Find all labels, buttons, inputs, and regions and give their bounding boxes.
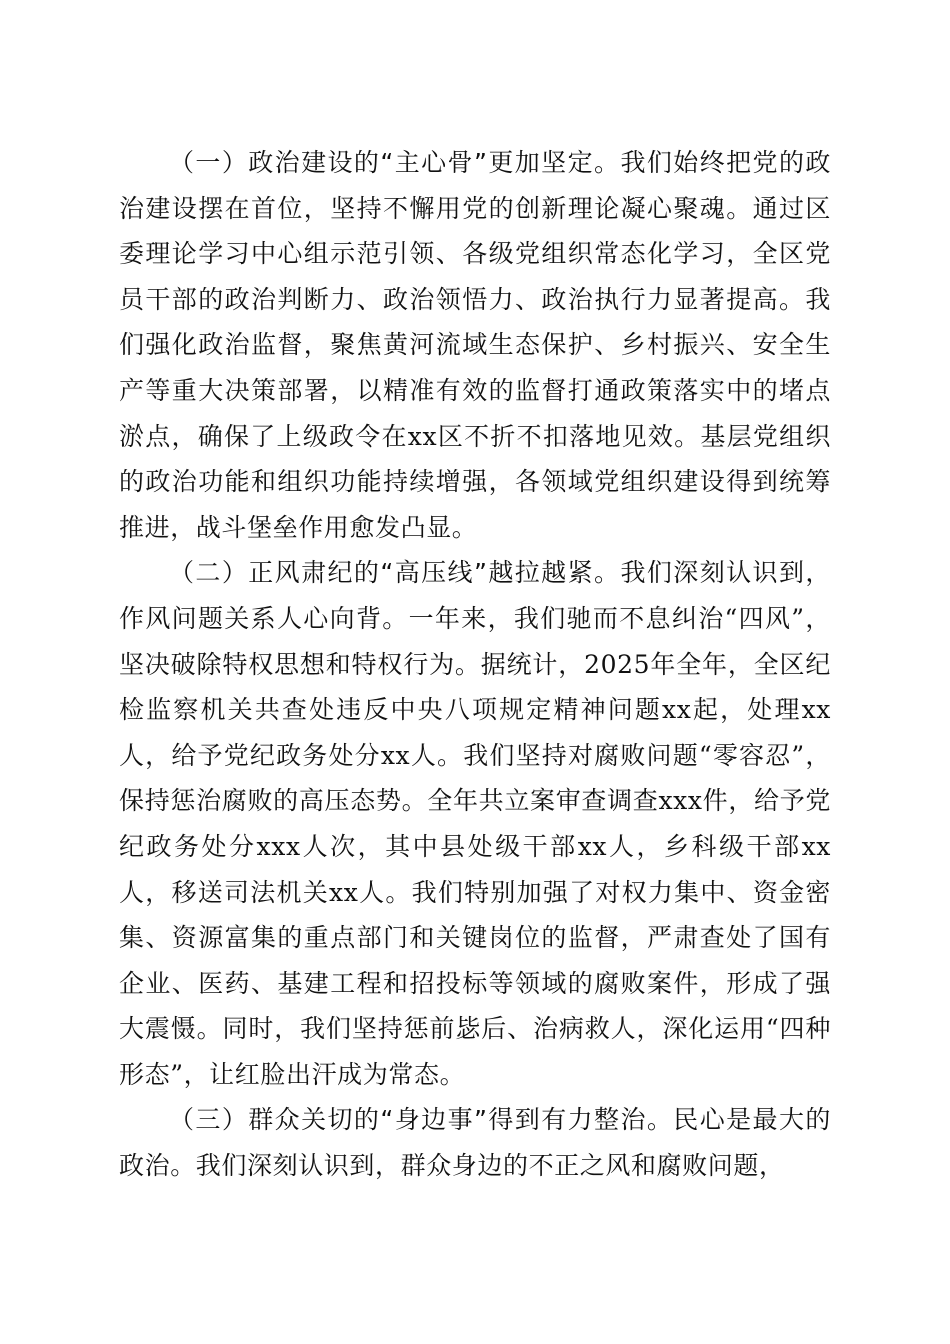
section-body-1: 我们始终把党的政治建设摆在首位，坚持不懈用党的创新理论凝心聚魂。通过区委理论学习中心组示范引领、各级党组织常态化学习，全区党员干部的政治判断力、政治领悟力、政治执行力显著提高。我们强化政治监督，聚焦黄河流域生态保护、乡村振兴、安全生产等重大决策部署，以精准有效的监督打通政策落实中的堵点淤点，确保了上级政令在xx区不折不扣落地见效。基层党组织的政治功能和组织功能持续增强，各领域党组织建设得到统筹推进，战斗堡垒作用愈发凸显。: [119, 148, 831, 542]
document-body: [119, 140, 831, 1189]
paragraph-public-concerns: [119, 1097, 831, 1188]
section-heading-1: （一）政治建设的“主心骨”更加坚定。: [169, 148, 621, 177]
paragraph-discipline: [119, 550, 831, 1097]
paragraph-political-building: [119, 140, 831, 550]
section-heading-2: （二）正风肃纪的“高压线”越拉越紧。: [169, 558, 621, 588]
section-heading-3: （三）群众关切的“身边事”得到有力整治。: [169, 1105, 674, 1135]
section-body-2: 我们深刻认识到，作风问题关系人心向背。一年来，我们驰而不息纠治“四风”，坚决破除特权思想和特权行为。据统计，2025年全年，全区纪检监察机关共查处违反中央八项规定精神问题xx起，处理xx人，给予党纪政务处分xx人。我们坚持对腐败问题“零容忍”，保持惩治腐败的高压态势。全年共立案审查调查xxx件，给予党纪政务处分xxx人次，其中县处级干部xx人，乡科级干部xx人，移送司法机关xx人。我们特别加强了对权力集中、资金密集、资源富集的重点部门和关键岗位的监督，严肃查处了国有企业、医药、基建工程和招投标等领域的腐败案件，形成了强大震慑。同时，我们坚持惩前毖后、治病救人，深化运用“四种形态”，让红脸出汗成为常态。: [119, 558, 831, 1089]
section-body-3: 民心是最大的政治。我们深刻认识到，群众身边的不正之风和腐败问题，: [119, 1105, 831, 1181]
